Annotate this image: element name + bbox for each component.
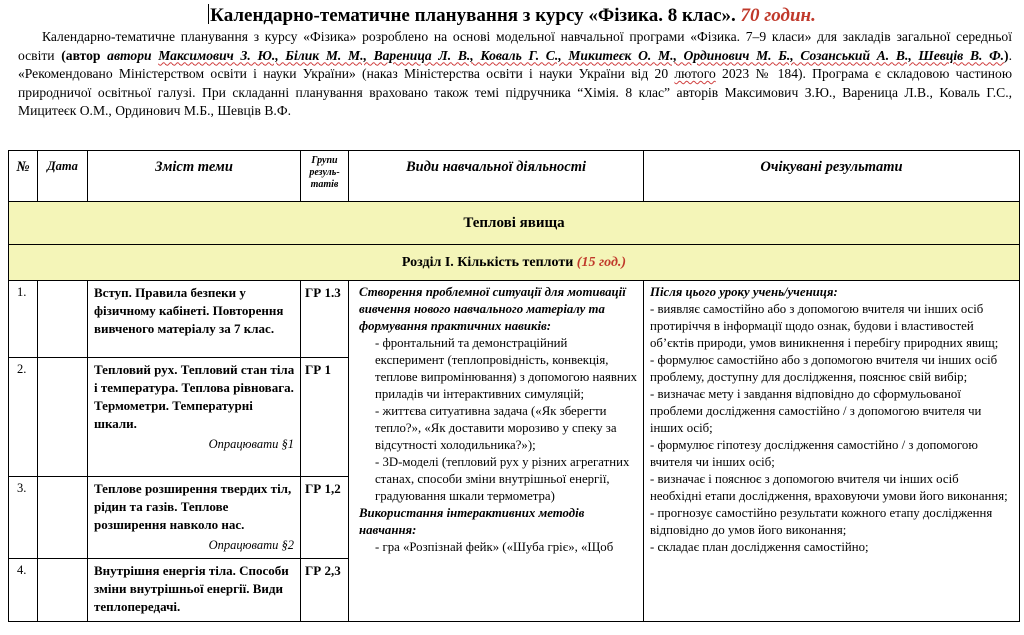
header-date: Дата: [38, 151, 88, 202]
results-item: - виявляє самостійно або з допомогою вчителя чи інших осіб протиріччя в інформації щодо ознак, будови і властивостей об’єктів природи, умов виникнення і перебігу природних явищ;: [650, 302, 999, 350]
title-hours: 70 годин.: [740, 5, 816, 26]
row-topic: [88, 559, 301, 622]
topic-text: Теплове розширення твердих тіл, рідин та газів. Теплове розширення навколо нас.: [94, 481, 292, 533]
header-groups: Групи резуль-татів: [301, 151, 349, 202]
table-row: [9, 281, 1020, 358]
row-num: 3.: [9, 477, 38, 559]
section-row: [9, 202, 1020, 245]
activities-content: [355, 284, 637, 621]
table-header-row: [9, 151, 1020, 202]
header-results: Очікувані результати: [644, 151, 1020, 202]
activities-cell: [349, 281, 644, 622]
activities-item: - гра «Розпізнай фейк» («Шуба гріє», «Щоб: [375, 540, 614, 554]
results-item: - визначає і пояснює з допомогою вчителя чи інших осіб необхідні етапи дослідження, враховуючи умови його виконання;: [650, 472, 1008, 503]
results-item: - складає план дослідження самостійно;: [650, 540, 869, 554]
planning-table: [8, 150, 1020, 622]
results-content: [650, 284, 1013, 621]
intro-paragraph: [18, 28, 1012, 121]
activities-heading-2: Використання інтерактивних методів навчання:: [359, 506, 585, 537]
row-num: 1.: [9, 281, 38, 358]
section-title: Теплові явища: [9, 202, 1020, 245]
intro-text-3: 2023 № 184). Програма є складовою частиною природничої освітньої галузі. При складанні планування враховано також темі підручника “Хімія. 8 клас” авторів Максимович З.Ю., Вареница Л.В., Коваль Г.С., Мицитеєк О.М., Ординович М.Б., Шевців В.Ф.: [18, 66, 1012, 119]
topic-ref: Опрацювати §1: [208, 436, 294, 451]
topic-ref: Опрацювати §2: [208, 538, 294, 553]
row-group: ГР 1.3: [301, 281, 349, 358]
row-group: ГР 1: [301, 357, 349, 476]
row-group: ГР 2,3: [301, 559, 349, 622]
intro-text-2: . «Рекомендовано Міністерством освіти і науки України» (наказ Міністерства освіти і науки України від 20: [18, 47, 1012, 82]
header-num: №: [9, 151, 38, 202]
intro-text-underlined: лютого: [674, 66, 716, 82]
row-topic: [88, 477, 301, 559]
document-title: [0, 4, 1024, 27]
activities-item: - фронтальний та демонстраційний експеримент (теплопровідність, конвекція, теплове випромінювання) з допомогою наявних приладів чи інтерактивних симуляцій;: [375, 336, 638, 401]
row-num: 4.: [9, 559, 38, 622]
row-group: ГР 1,2: [301, 477, 349, 559]
activities-item: - 3D-моделі (тепловий рух у різних агрегатних станах, способи зміни внутрішньої енергії, градуювання шкали термометра): [375, 455, 630, 503]
row-date: [38, 281, 88, 358]
topic-text: Тепловий рух. Тепловий стан тіла і температура. Теплова рівновага. Термометри. Температурні шкали.: [94, 361, 295, 431]
subsection-row: [9, 245, 1020, 281]
intro-authors-lead: (автор: [61, 47, 108, 63]
topic-text: Внутрішня енергія тіла. Способи зміни внутрішньої енергії. Види теплопередачі.: [94, 563, 289, 615]
intro-authors: Максимович З. Ю., Білик М. М., Вареница Л. В., Коваль Г. С., Микитеєк О. М., Ординович М. Б., Созанський А. В., Шевців В. Ф.: [158, 47, 1005, 63]
topic-text: Вступ. Правила безпеки у фізичному кабінеті. Повторення вивченого матеріалу за 7 клас.: [94, 285, 284, 336]
intro-authors-close: ): [1004, 47, 1009, 63]
row-num: 2.: [9, 357, 38, 476]
row-date: [38, 559, 88, 622]
activities-item: - життєва ситуативна задача («Як зберегти тепло?», «Як доставити морозиво у спеку за відсутності холодильника?»);: [375, 404, 617, 452]
results-heading: Після цього уроку учень/учениця:: [650, 285, 838, 299]
activities-heading-1: Створення проблемної ситуації для мотивації вивчення нового навчального матеріалу та формування практичних навиків:: [359, 285, 626, 333]
row-date: [38, 477, 88, 559]
title-text: Календарно-тематичне планування з курсу «Фізика. 8 клас».: [210, 5, 736, 26]
header-activities: Види навчальної діяльності: [349, 151, 644, 202]
row-topic: [88, 357, 301, 476]
intro-text-1: Календарно-тематичне планування з курсу «Фізика» розроблено на основі модельної навчальної програми «Фізика. 7–9 класи» для закладів загальної середньої освіти: [18, 29, 1012, 63]
results-item: - визначає мету і завдання відповідно до сформульованої проблеми дослідження самостійно / з допомогою вчителя чи інших осіб;: [650, 387, 982, 435]
header-content: Зміст теми: [88, 151, 301, 202]
intro-authors-lead2: автори: [107, 47, 159, 63]
results-item: - прогнозує самостійно результати кожного етапу дослідження відповідно до умов його виконання;: [650, 506, 993, 537]
subsection-title: [9, 245, 1020, 281]
results-item: - формулює самостійно або з допомогою вчителя чи інших осіб проблему, доступну для дослідження, пояснює свій вибір;: [650, 353, 998, 384]
results-item: - формулює гіпотезу дослідження самостійно / з допомогою вчителя чи інших осіб;: [650, 438, 978, 469]
row-date: [38, 357, 88, 476]
row-topic: [88, 281, 301, 358]
results-cell: [644, 281, 1020, 622]
subsection-label: Розділ І. Кількість теплоти: [401, 254, 574, 270]
subsection-hours: (15 год.): [576, 254, 627, 270]
